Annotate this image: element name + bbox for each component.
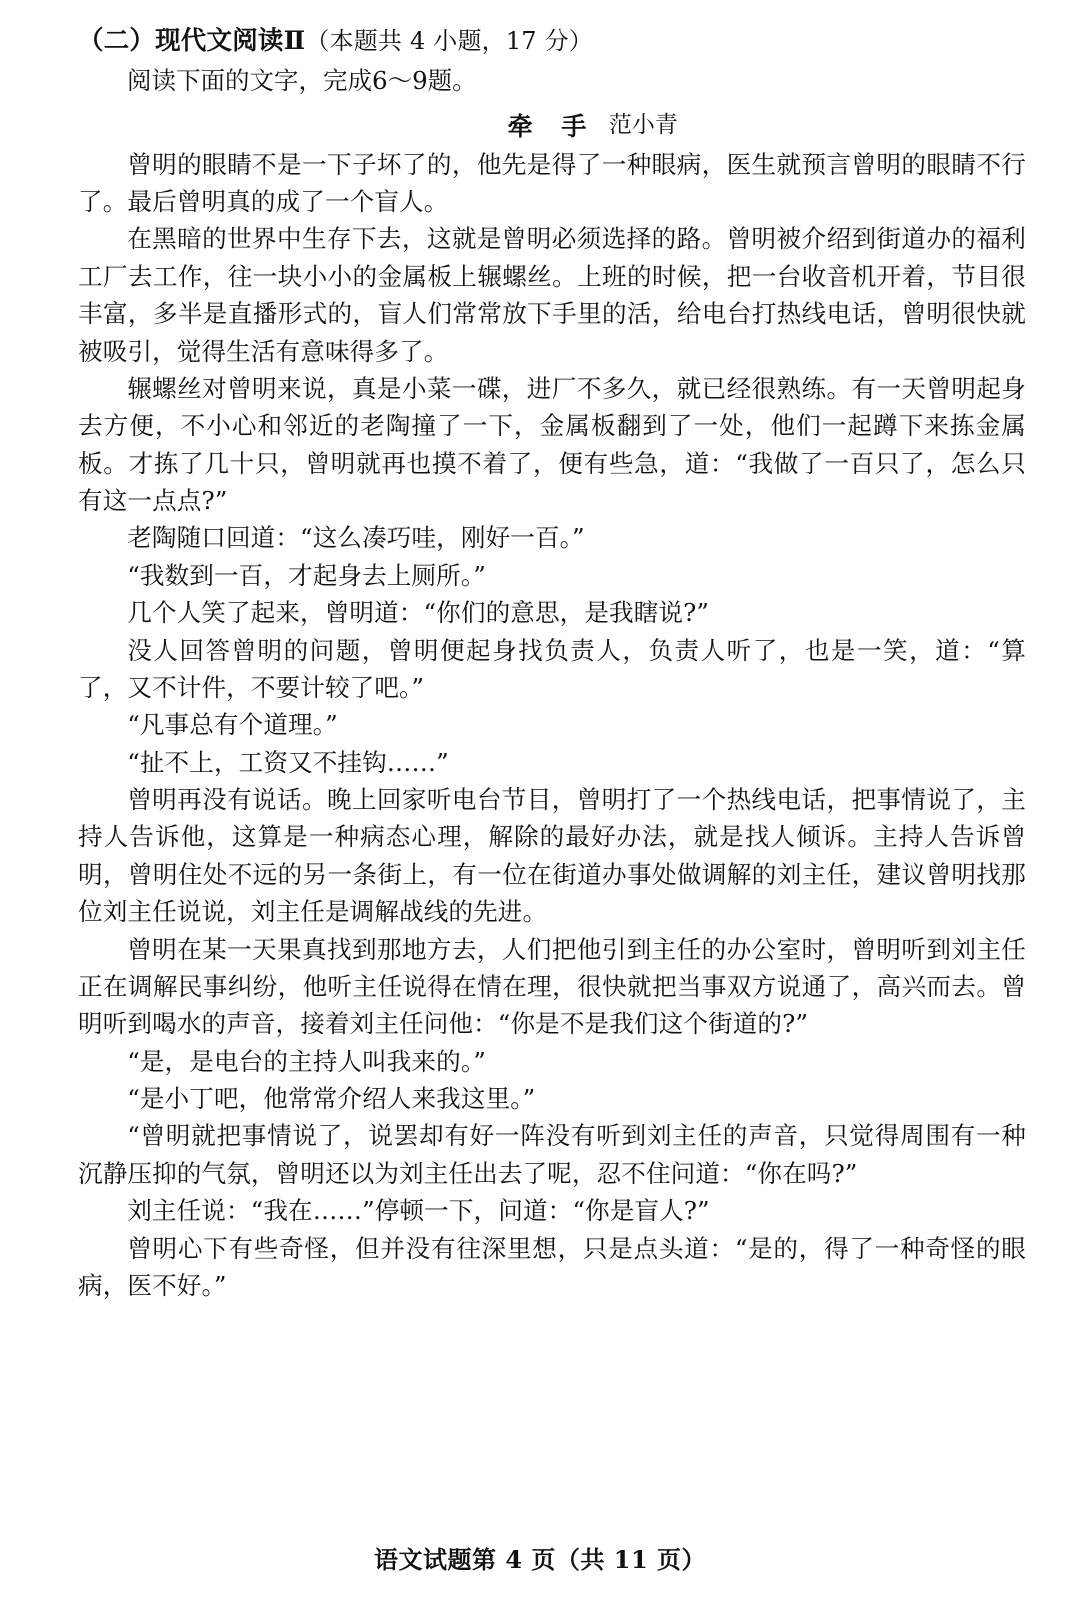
- article-paragraph: 没人回答曾明的问题，曾明便起身找负责人，负责人听了，也是一笑，道：“算了，又不计件，不要计较了吧。”: [78, 635, 1026, 702]
- section-label: （二）现代文阅读: [78, 26, 284, 56]
- article-body: [78, 146, 1026, 1305]
- article-paragraph: 老陶随口回道：“这么凑巧哇，刚好一百。”: [127, 523, 585, 553]
- article-paragraph: 在黑暗的世界中生存下去，这就是曾明必须选择的路。曾明被介绍到街道办的福利工厂去工作，往一块小小的金属板上辗螺丝。上班的时候，把一台收音机开着，节目很丰富，多半是直播形式的，盲人们常常放下手里的活，给电台打热线电话，曾明很快就被吸引，觉得生活有意味得多了。: [78, 224, 1026, 366]
- article-paragraph: “凡事总有个道理。”: [127, 710, 338, 740]
- article-paragraph: 曾明再没有说话。晚上回家听电台节目，曾明打了一个热线电话，把事情说了，主持人告诉他，这算是一种病态心理，解除的最好办法，就是找人倾诉。主持人告诉曾明，曾明住处不远的另一条街上，有一位在街道办事处做调解的刘主任，建议曾明找那位刘主任说说，刘主任是调解战线的先进。: [78, 785, 1026, 927]
- article-paragraph: “是小丁吧，他常常介绍人来我这里。”: [127, 1084, 536, 1114]
- article-paragraph: 刘主任说：“我在……”停顿一下，问道：“你是盲人?”: [127, 1196, 710, 1226]
- section-note: （本题共 4 小题，17 分）: [305, 27, 594, 55]
- article-paragraph: 曾明心下有些奇怪，但并没有往深里想，只是点头道：“是的，得了一种奇怪的眼病，医不好。”: [78, 1233, 1026, 1300]
- article-title: 牵 手: [507, 112, 597, 142]
- article-title-row: [78, 108, 1026, 146]
- article-paragraph: 曾明的眼睛不是一下子坏了的，他先是得了一种眼病，医生就预言曾明的眼睛不行了。最后曾明真的成了一个盲人。: [78, 149, 1026, 217]
- article-paragraph: 辗螺丝对曾明来说，真是小菜一碟，进厂不多久，就已经很熟练。有一天曾明起身去方便，不小心和邻近的老陶撞了一下，金属板翻到了一处，他们一起蹲下来拣金属板。才拣了几十只，曾明就再也摸不着了，便有些急，道：“我做了一百只了，怎么只有这一点点?”: [78, 373, 1026, 516]
- article-paragraph: “是，是电台的主持人叫我来的。”: [127, 1046, 486, 1076]
- reading-instruction: 阅读下面的文字，完成6～9题。: [127, 66, 477, 96]
- article-paragraph: 曾明在某一天果真找到那地方去，人们把他引到主任的办公室时，曾明听到刘主任正在调解民事纠纷，他听主任说得在情在理，很快就把当事双方说通了，高兴而去。曾明听到喝水的声音，接着刘主任问他：“你是不是我们这个街道的?”: [78, 934, 1026, 1039]
- article-paragraph: 几个人笑了起来，曾明道：“你们的意思，是我瞎说?”: [127, 598, 710, 628]
- article-author: 范小青: [608, 112, 678, 139]
- page-footer: 语文试题第 4 页（共 11 页）: [373, 1545, 707, 1574]
- article-paragraph: “我数到一百，才起身去上厕所。”: [127, 560, 486, 590]
- section-numeral: Ⅱ: [283, 26, 306, 56]
- article-paragraph: “曾明就把事情说了，说罢却有好一阵没有听到刘主任的声音，只觉得周围有一种沉静压抑的气氛，曾明还以为刘主任出去了呢，忍不住问道：“你在吗?”: [78, 1121, 1026, 1188]
- article-paragraph: “扯不上，工资又不挂钩……”: [127, 747, 449, 777]
- section-heading: [78, 22, 1026, 60]
